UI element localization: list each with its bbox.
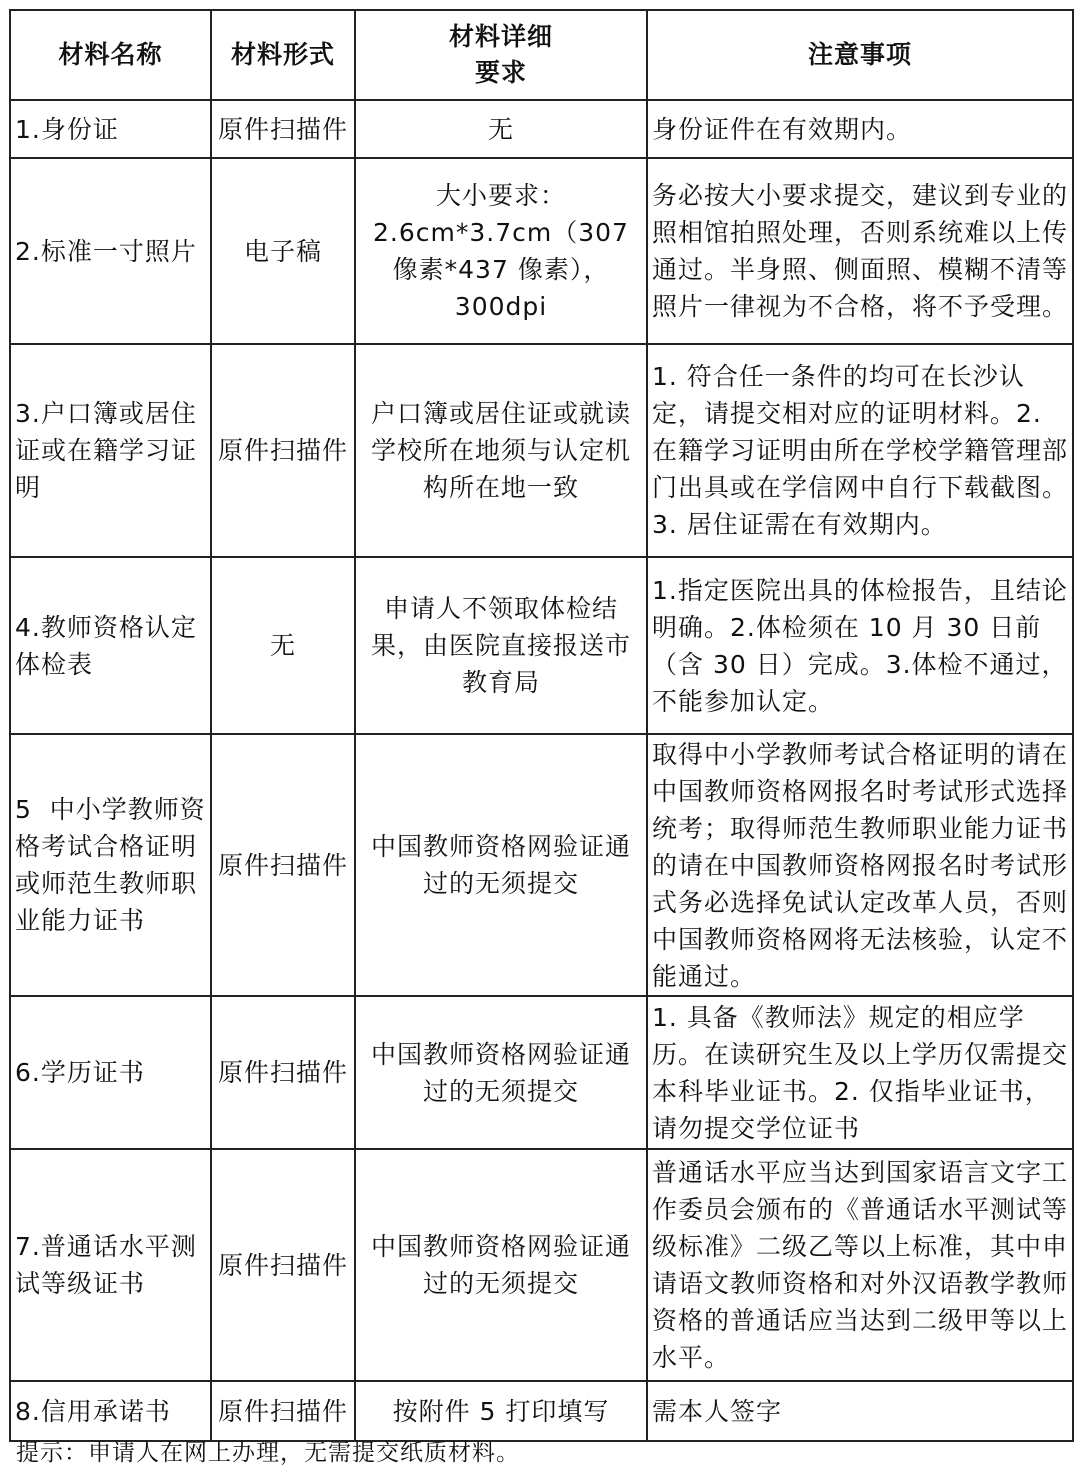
material-note-cell: 身份证件在有效期内。: [647, 100, 1073, 158]
material-form-cell: 原件扫描件: [211, 1381, 355, 1441]
material-detail-cell: 申请人不领取体检结果，由医院直接报送市教育局: [355, 557, 647, 734]
material-note-cell: 务必按大小要求提交，建议到专业的照相馆拍照处理，否则系统难以上传通过。半身照、侧面照、模糊不清等照片一律视为不合格，将不予受理。: [647, 158, 1073, 344]
material-note-cell: 需本人签字: [647, 1381, 1073, 1441]
table-row: [10, 158, 1073, 344]
footer-tip: 提示：申请人在网上办理，无需提交纸质材料。: [16, 1440, 520, 1466]
material-name-cell: 3.户口簿或居住证或在籍学习证明: [10, 344, 211, 557]
material-form-cell: 原件扫描件: [211, 996, 355, 1149]
table-row: [10, 996, 1073, 1149]
material-form-cell: 原件扫描件: [211, 344, 355, 557]
material-detail-cell: 按附件 5 打印填写: [355, 1381, 647, 1441]
header-material-form: 材料形式: [211, 10, 355, 100]
material-name-cell: 1.身份证: [10, 100, 211, 158]
material-detail-cell: 无: [355, 100, 647, 158]
material-name-cell: 8.信用承诺书: [10, 1381, 211, 1441]
material-detail-cell: 中国教师资格网验证通过的无须提交: [355, 1149, 647, 1381]
material-form-cell: 原件扫描件: [211, 734, 355, 996]
material-detail-cell: 大小要求：2.6cm*3.7cm（307 像素*437 像素），300dpi: [355, 158, 647, 344]
material-name-cell: 7.普通话水平测试等级证书: [10, 1149, 211, 1381]
material-note-cell: 1. 具备《教师法》规定的相应学历。在读研究生及以上学历仅需提交本科毕业证书。2. 仅指毕业证书，请勿提交学位证书: [647, 996, 1073, 1149]
material-name-cell: 4.教师资格认定体检表: [10, 557, 211, 734]
table-row: [10, 344, 1073, 557]
material-note-cell: 普通话水平应当达到国家语言文字工作委员会颁布的《普通话水平测试等级标准》二级乙等以上标准，其中申请语文教师资格和对外汉语教学教师资格的普通话应当达到二级甲等以上水平。: [647, 1149, 1073, 1381]
material-form-cell: 原件扫描件: [211, 1149, 355, 1381]
table-row: [10, 100, 1073, 158]
material-detail-cell: 中国教师资格网验证通过的无须提交: [355, 996, 647, 1149]
header-notes: 注意事项: [647, 10, 1073, 100]
header-material-name: 材料名称: [10, 10, 211, 100]
material-form-cell: 原件扫描件: [211, 100, 355, 158]
material-name-cell: 6.学历证书: [10, 996, 211, 1149]
material-name-cell: 5 中小学教师资格考试合格证明或师范生教师职业能力证书: [10, 734, 211, 996]
material-note-cell: 取得中小学教师考试合格证明的请在中国教师资格网报名时考试形式选择统考；取得师范生教师职业能力证书的请在中国教师资格网报名时考试形式务必选择免试认定改革人员，否则中国教师资格网将无法核验，认定不能通过。: [647, 734, 1073, 996]
header-material-detail: 材料详细 要求: [355, 10, 647, 100]
table-row: [10, 734, 1073, 996]
table-row: [10, 1381, 1073, 1441]
material-detail-cell: 中国教师资格网验证通过的无须提交: [355, 734, 647, 996]
table-row: [10, 1149, 1073, 1381]
material-form-cell: 电子稿: [211, 158, 355, 344]
table-row: [10, 557, 1073, 734]
material-name-cell: 2.标准一寸照片: [10, 158, 211, 344]
material-form-cell: 无: [211, 557, 355, 734]
materials-table: [9, 9, 1074, 1442]
table-header-row: [10, 10, 1073, 100]
material-note-cell: 1.指定医院出具的体检报告，且结论明确。2.体检须在 10 月 30 日前（含 30 日）完成。3.体检不通过，不能参加认定。: [647, 557, 1073, 734]
material-note-cell: 1. 符合任一条件的均可在长沙认定，请提交相对应的证明材料。2. 在籍学习证明由所在学校学籍管理部门出具或在学信网中自行下载截图。3. 居住证需在有效期内。: [647, 344, 1073, 557]
material-detail-cell: 户口簿或居住证或就读学校所在地须与认定机构所在地一致: [355, 344, 647, 557]
